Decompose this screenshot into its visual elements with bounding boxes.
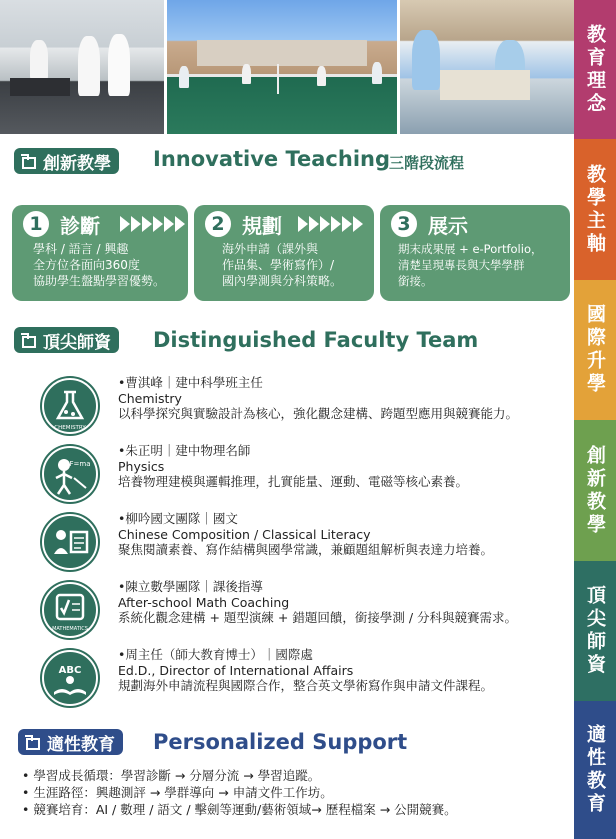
header-photo-strip — [0, 0, 574, 134]
step-card — [12, 205, 188, 301]
personalized-list — [22, 767, 457, 818]
step-title: 診斷 — [60, 214, 100, 238]
list-item: • 學習成長循環：學習診斷 → 分層分流 → 學習追蹤。 — [22, 768, 321, 783]
step-title: 規劃 — [242, 214, 282, 238]
personalized-title: Personalized Support — [153, 730, 408, 754]
tab-education-philosophy[interactable] — [574, 0, 616, 139]
arrow-icon — [120, 216, 186, 232]
faculty-name: •曹淇峰｜建中科學班主任 — [118, 375, 263, 390]
faculty-text — [118, 579, 517, 626]
tab-faculty[interactable] — [574, 561, 616, 701]
svg-text:CHEMISTRY: CHEMISTRY — [54, 425, 86, 431]
faculty-text — [118, 443, 468, 490]
step-description: 學科 / 語言 / 興趣 全方位各面向360度 協助學生盤點學習優勢。 — [33, 242, 166, 288]
step-number: 1 — [20, 208, 52, 240]
innovative-note: 三階段流程 — [389, 154, 465, 172]
faculty-badge-label: 頂尖師資 — [43, 332, 111, 353]
faculty-subject: Ed.D., Director of International Affairs — [118, 662, 354, 678]
step-card — [380, 205, 570, 301]
tab-label: 創新教學 — [584, 444, 606, 537]
library-photo — [400, 0, 574, 134]
step-number: 3 — [388, 208, 420, 240]
section-marker-icon — [20, 331, 38, 349]
personalized-badge-label: 適性教育 — [47, 734, 115, 755]
tab-label: 教育理念 — [584, 23, 606, 116]
step-description: 期末成果展 + e-Portfolio， 清楚呈現專長與大學學群 銜接。 — [398, 242, 543, 288]
step-title: 展示 — [428, 214, 468, 238]
arrow-icon — [298, 216, 364, 232]
faculty-subject: Chemistry — [118, 390, 182, 406]
section-marker-icon — [20, 152, 38, 170]
physics-icon — [42, 446, 98, 502]
faculty-text — [118, 511, 493, 558]
faculty-subject: After-school Math Coaching — [118, 594, 290, 610]
side-nav — [574, 0, 616, 839]
faculty-title: Distinguished Faculty Team — [153, 328, 479, 352]
innovative-badge — [14, 148, 119, 174]
tab-label: 國際升學 — [584, 304, 606, 396]
tab-label: 頂尖師資 — [584, 585, 606, 677]
section-marker-icon — [24, 733, 42, 751]
innovative-title: Innovative Teaching — [153, 147, 391, 171]
faculty-subject: Physics — [118, 458, 165, 474]
tab-personalized[interactable] — [574, 701, 616, 839]
chemistry-icon — [42, 378, 98, 434]
faculty-text — [118, 647, 493, 694]
lab-photo — [0, 0, 164, 134]
faculty-description: 系統化觀念建構 + 題型演練 + 錯題回饋，銜接學測 / 分科與競賽需求。 — [118, 610, 518, 625]
personalized-badge — [18, 729, 123, 755]
faculty-description: 培養物理建模與邏輯推理，扎實能量、運動、電磁等核心素養。 — [118, 474, 469, 489]
mathematics-icon — [42, 582, 98, 638]
faculty-name: •周主任（師大教育博士）｜國際處 — [118, 647, 313, 662]
faculty-text — [118, 375, 518, 422]
faculty-badge — [14, 327, 119, 353]
abc-reading-icon — [42, 650, 98, 706]
tab-label: 教學主軸 — [584, 163, 606, 256]
tab-innovative-teaching[interactable] — [574, 420, 616, 561]
svg-text:F=ma: F=ma — [69, 460, 91, 468]
step-description: 海外申請（課外與 作品集、學術寫作）/ 國內學測與分科策略。 — [222, 242, 343, 288]
literature-icon — [42, 514, 98, 570]
tab-international[interactable] — [574, 280, 616, 420]
faculty-description: 以科學探究與實驗設計為核心，強化觀念建構、跨題型應用與競賽能力。 — [118, 406, 519, 421]
faculty-name: •朱正明｜建中物理名師 — [118, 443, 251, 458]
faculty-subject: Chinese Composition / Classical Literacy — [118, 526, 371, 542]
innovative-badge-label: 創新教學 — [43, 153, 111, 174]
svg-text:ABC: ABC — [58, 665, 82, 676]
tab-teaching-focus[interactable] — [574, 139, 616, 280]
list-item: • 競賽培育：AI / 數理 / 語文 / 擊劍等運動/藝術領域→ 歷程檔案 → 公開競賽。 — [22, 802, 457, 817]
list-item: • 生涯路徑：興趣測評 → 學群導向 → 申請文件工作坊。 — [22, 785, 333, 800]
svg-text:MATHEMATICS: MATHEMATICS — [52, 626, 88, 632]
step-number: 2 — [202, 208, 234, 240]
faculty-description: 聚焦閱讀素養、寫作結構與國學常識，兼顧題組解析與表達力培養。 — [118, 542, 494, 557]
tab-label: 適性教育 — [584, 724, 606, 816]
faculty-name: •陳立數學團隊｜課後指導 — [118, 579, 263, 594]
faculty-description: 規劃海外申請流程與國際合作，整合英文學術寫作與申請文件課程。 — [118, 678, 494, 693]
faculty-name: •柳吟國文團隊｜國文 — [118, 511, 238, 526]
tennis-court-photo — [167, 0, 397, 134]
step-card — [194, 205, 374, 301]
